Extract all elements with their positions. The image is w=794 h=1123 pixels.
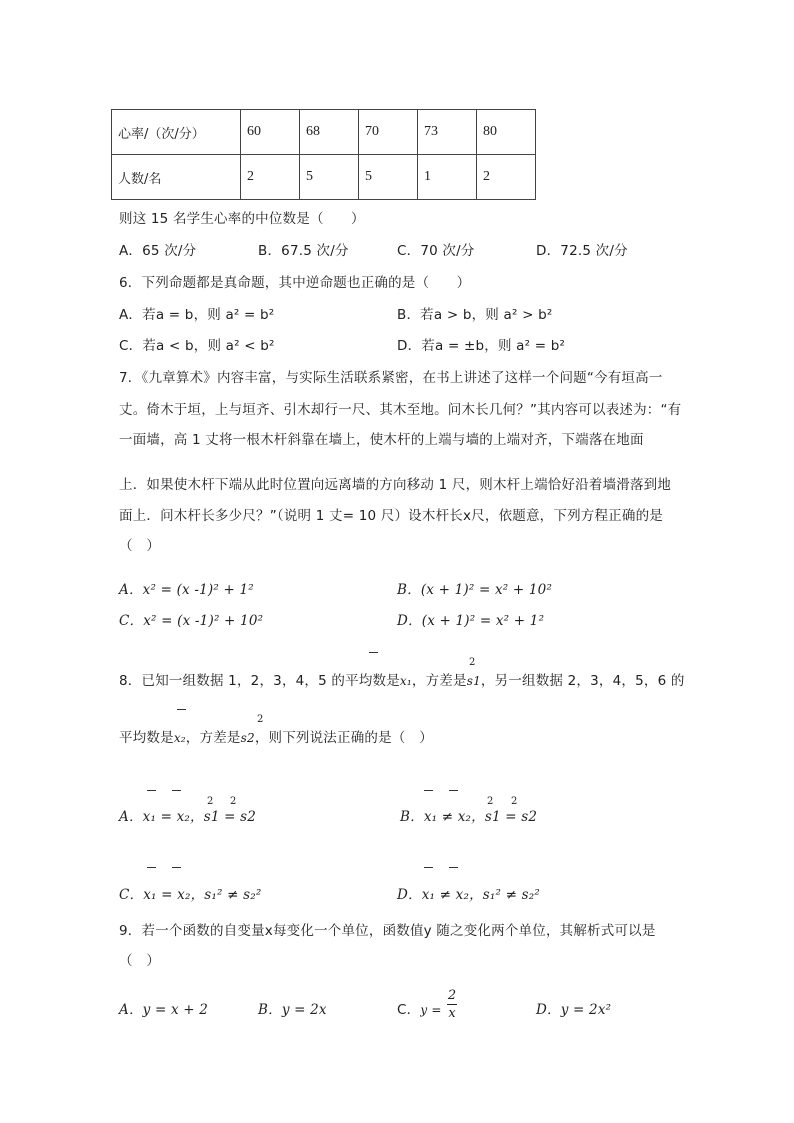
square-superscript: 2 xyxy=(511,796,518,807)
table-cell: 心率/（次/分） xyxy=(112,110,241,155)
q6-stem: 6．下列命题都是真命题，其中逆命题也正确的是（ ） xyxy=(119,275,471,291)
q8-option-c: C．x₁ = x₂，s₁² ≠ s₂² xyxy=(119,887,262,903)
q5-option-c: C．70 次/分 xyxy=(397,243,475,259)
mean-bar-decoration xyxy=(449,867,458,868)
q6-option-a: A．若a = b，则 a² = b² xyxy=(119,307,275,323)
table-cell: 60 xyxy=(241,110,300,155)
mean-bar-decoration xyxy=(177,709,186,710)
q7-line-1: 7．《九章算术》内容丰富，与实际生活联系紧密，在书上讲述了这样一个问题“今有垣高一 xyxy=(119,370,663,386)
q5-option-b: B．67.5 次/分 xyxy=(258,243,349,259)
variance-s1: s1 xyxy=(466,674,481,688)
q8-option-b: B．x₁ ≠ x₂，s1 = s2 xyxy=(400,809,538,825)
q8-line-1: 8．已知一组数据 1，2，3，4，5 的平均数是x₁，方差是s1，另一组数据 2，3，4，5，6 的 xyxy=(119,673,685,689)
square-superscript: 2 xyxy=(487,796,494,807)
mean-bar-decoration xyxy=(147,790,156,791)
q5-option-a: A．65 次/分 xyxy=(119,243,197,259)
table-cell: 2 xyxy=(477,155,536,200)
fraction-2-over-x: 2 x xyxy=(447,988,457,1021)
mean-bar-decoration xyxy=(172,790,181,791)
heart-rate-table xyxy=(111,109,536,200)
q7-option-d: D．(x + 1)² = x² + 1² xyxy=(397,613,545,629)
q5-stem: 则这 15 名学生心率的中位数是（ ） xyxy=(119,211,365,227)
q7-line-3: 一面墙，高 1 丈将一根木杆斜靠在墙上，使木杆的上端与墙的上端对齐，下端落在地面 xyxy=(119,432,644,448)
q6-option-b: B．若a > b，则 a² > b² xyxy=(397,307,553,323)
q8-option-d: D．x₁ ≠ x₂，s₁² ≠ s₂² xyxy=(397,887,540,903)
mean-bar-decoration xyxy=(369,652,378,653)
q8-option-a: A．x₁ = x₂，s1 = s2 xyxy=(119,809,257,825)
mean-x2: x₂ xyxy=(173,731,186,745)
q7-line-5: 面上．问木杆长多少尺？”（说明 1 丈= 10 尺）设木杆长x尺，依题意，下列方程正确的是 xyxy=(119,508,663,524)
q6-option-c: C．若a < b，则 a² < b² xyxy=(119,338,275,354)
square-superscript: 2 xyxy=(230,796,237,807)
mean-bar-decoration xyxy=(449,790,458,791)
table-cell: 73 xyxy=(418,110,477,155)
square-superscript: 2 xyxy=(257,714,264,725)
table-cell: 1 xyxy=(418,155,477,200)
q7-line-2: 丈。倚木于垣，上与垣齐、引木却行一尺、其木至地。问木长几何？”其内容可以表述为：“有 xyxy=(119,402,682,418)
table-row xyxy=(112,155,536,200)
table-row xyxy=(112,110,536,155)
table-cell: 68 xyxy=(300,110,359,155)
q7-line-6: （ ） xyxy=(119,538,161,554)
table-cell: 人数/名 xyxy=(112,155,241,200)
q9-line-1: 9．若一个函数的自变量x每变化一个单位，函数值y 随之变化两个单位，其解析式可以是 xyxy=(119,923,656,939)
q7-option-b: B．(x + 1)² = x² + 10² xyxy=(397,582,553,598)
mean-x1: x₁ xyxy=(399,674,412,688)
q5-option-d: D．72.5 次/分 xyxy=(536,243,628,259)
q7-option-a: A．x² = (x -1)² + 1² xyxy=(119,582,254,598)
table-cell: 5 xyxy=(300,155,359,200)
mean-bar-decoration xyxy=(147,867,156,868)
square-superscript: 2 xyxy=(469,657,476,668)
q6-option-d: D．若a = ±b，则 a² = b² xyxy=(397,338,566,354)
q9-option-b: B．y = 2x xyxy=(258,1002,327,1018)
mean-bar-decoration xyxy=(424,790,433,791)
table-cell: 80 xyxy=(477,110,536,155)
mean-bar-decoration xyxy=(424,867,433,868)
variance-s2: s2 xyxy=(240,731,255,745)
q8-line-2: 平均数是x₂，方差是s2，则下列说法正确的是（ ） xyxy=(119,730,433,746)
q9-option-c: C．y = xyxy=(397,1002,442,1018)
square-superscript: 2 xyxy=(207,796,214,807)
q9-option-d: D．y = 2x² xyxy=(536,1002,612,1018)
mean-bar-decoration xyxy=(172,867,181,868)
table-cell: 2 xyxy=(241,155,300,200)
q7-option-c: C．x² = (x -1)² + 10² xyxy=(119,613,264,629)
table-cell: 5 xyxy=(359,155,418,200)
q7-line-4: 上．如果使木杆下端从此时位置向远离墙的方向移动 1 尺，则木杆上端恰好沿着墙滑落到地 xyxy=(119,477,672,493)
q9-option-a: A．y = x + 2 xyxy=(119,1002,209,1018)
table-cell: 70 xyxy=(359,110,418,155)
q9-line-2: （ ） xyxy=(119,953,161,969)
